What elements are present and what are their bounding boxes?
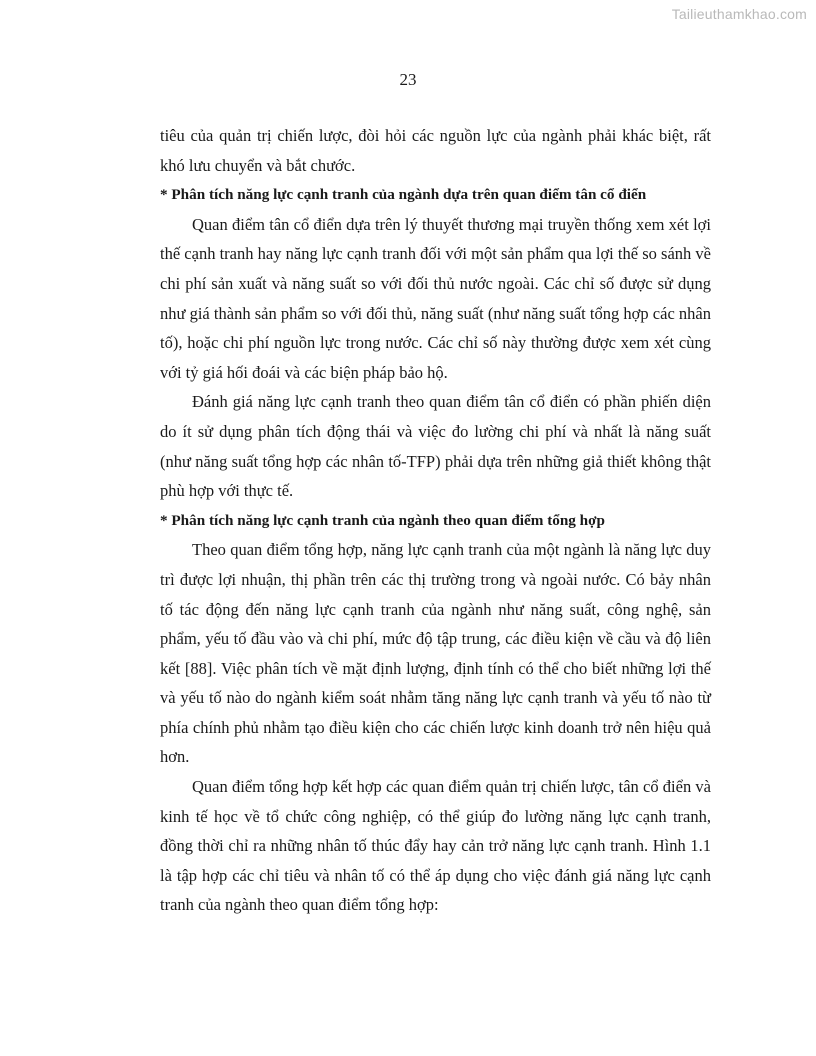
paragraph-integrated-view: Theo quan điểm tổng hợp, năng lực cạnh tranh của một ngành là năng lực duy trì được lợi nhuận, thị phần trên các thị trường trong và ngoài nước. Có bảy nhân tố tác động đến năng lực cạnh tranh của ngành như năng suất, công nghệ, sản phẩm, yếu tố đầu vào và chi phí, mức độ tập trung, các điều kiện về cầu và độ liên kết [88]. Việc phân tích về mặt định lượng, định tính có thể cho biết những lợi thế và yếu tố nào do ngành kiểm soát nhằm tăng năng lực cạnh tranh và yếu tố nào từ phía chính phủ nhằm tạo điều kiện cho các chiến lược kinh doanh trở nên hiệu quả hơn.: [160, 540, 711, 767]
paragraph-continuation: tiêu của quản trị chiến lược, đòi hỏi các nguồn lực của ngành phải khác biệt, rất khó lưu chuyển và bắt chước.: [160, 126, 711, 175]
paragraph-integrated-combination: Quan điểm tổng hợp kết hợp các quan điểm quản trị chiến lược, tân cổ điển và kinh tế học về tổ chức công nghiệp, có thể giúp đo lường năng lực cạnh tranh, đồng thời chỉ ra những nhân tố thúc đẩy hay cản trở năng lực cạnh tranh. Hình 1.1 là tập hợp các chỉ tiêu và nhân tố có thể áp dụng cho việc đánh giá năng lực cạnh tranh của ngành theo quan điểm tổng hợp:: [160, 777, 711, 915]
watermark: Tailieuthamkhao.com: [671, 6, 807, 22]
section-heading-integrated: * Phân tích năng lực cạnh tranh của ngành theo quan điểm tổng hợp: [160, 511, 605, 529]
section-heading-neoclassical: * Phân tích năng lực cạnh tranh của ngành dựa trên quan điểm tân cổ điển: [160, 186, 647, 204]
paragraph-neoclassical-assessment: Đánh giá năng lực cạnh tranh theo quan điểm tân cổ điển có phần phiến diện do ít sử dụng phân tích động thái và việc đo lường chi phí và nhất là năng suất (như năng suất tổng hợp các nhân tố-TFP) phải dựa trên những giả thiết không thật phù hợp với thực tế.: [160, 392, 711, 501]
paragraph-neoclassical-view: Quan điểm tân cổ điển dựa trên lý thuyết thương mại truyền thống xem xét lợi thế cạnh tranh hay năng lực cạnh tranh đối với một sản phẩm qua lợi thế so sánh về chi phí sản xuất và năng suất so với đối thủ nước ngoài. Các chỉ số được sử dụng như giá thành sản phẩm so với đối thủ, năng suất (như năng suất tổng hợp các nhân tố), hoặc chi phí nguồn lực trong nước. Các chỉ số này thường được xem xét cùng với tỷ giá hối đoái và các biện pháp bảo hộ.: [160, 214, 711, 382]
page-number: 23: [399, 70, 417, 89]
document-body: [160, 121, 711, 920]
